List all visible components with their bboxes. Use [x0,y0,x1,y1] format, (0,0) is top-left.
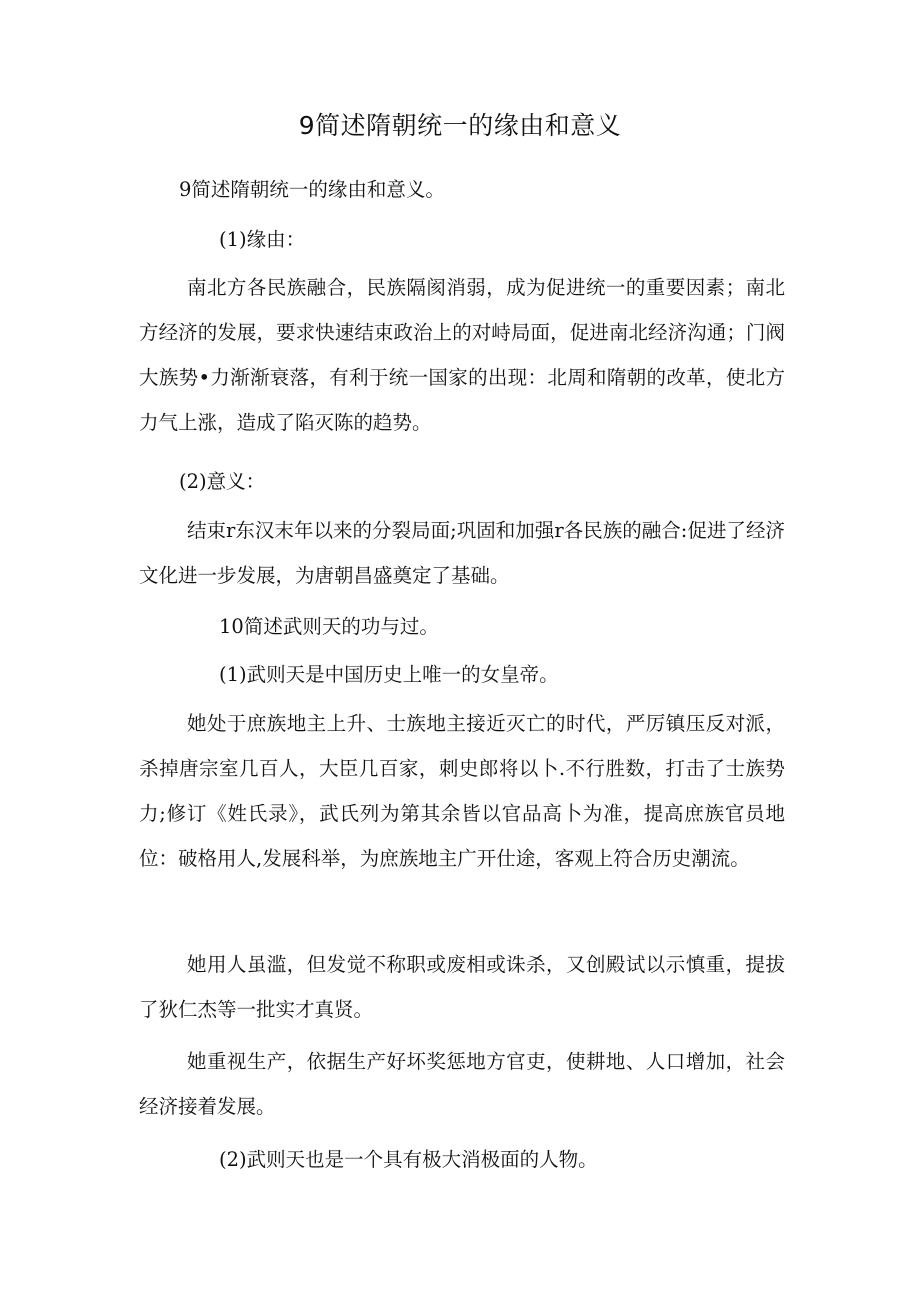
subheading-wu-zetian-1: (1)武则天是中国历史上唯一的女皇帝。 [219,663,559,686]
paragraph-reasons: 南北方各民族融合，民族隔阂消弱，成为促进统一的重要因素；南北方经济的发展，要求快速结束政治上的对峙局面，促进南北经济沟通；门阀大族势•力渐渐衰落，有利于统一国家的出现：北周和隋朝的改革，使北方力气上涨，造成了陷灭陈的趋势。 [139,276,785,434]
paragraph-wu-zetian-policies: 她处于庶族地主上升、士族地主接近灭亡的时代，严厉镇压反对派，杀掉唐宗室几百人，大臣几百家，刺史郎将以卜.不行胜数，打击了士族势力;修订《姓氏录》，武氏列为第其余皆以官品高卜为准，提高庶族官员地位：破格用人,发展科举，为庶族地主广开仕途，客观上符合历史潮流。 [139,712,785,870]
paragraph-wu-zetian-talent: 她用人虽滥，但发觉不称职或废相或诛杀，又创殿试以示慎重，提拔了狄仁杰等一批实才真贤。 [139,953,785,1021]
document-title: 9简述隋朝统一的缘由和意义 [298,111,622,140]
subheading-significance: (2)意义： [179,470,266,493]
subheading-wu-zetian-2: (2)武则天也是一个具有极大消极面的人物。 [219,1148,598,1171]
heading-question-9: 9简述隋朝统一的缘由和意义。 [179,178,445,201]
paragraph-wu-zetian-production: 她重视生产，依据生产好坏奖惩地方官吏，使耕地、人口增加，社会经济接着发展。 [139,1050,785,1118]
subheading-reasons: (1)缘由： [219,228,306,251]
paragraph-significance: 结束r东汉末年以来的分裂局面;巩固和加强r各民族的融合:促进了经济文化进一步发展，为唐朝昌盛奠定了基础。 [139,519,785,587]
heading-question-10: 10简述武则天的功与过。 [219,615,439,638]
